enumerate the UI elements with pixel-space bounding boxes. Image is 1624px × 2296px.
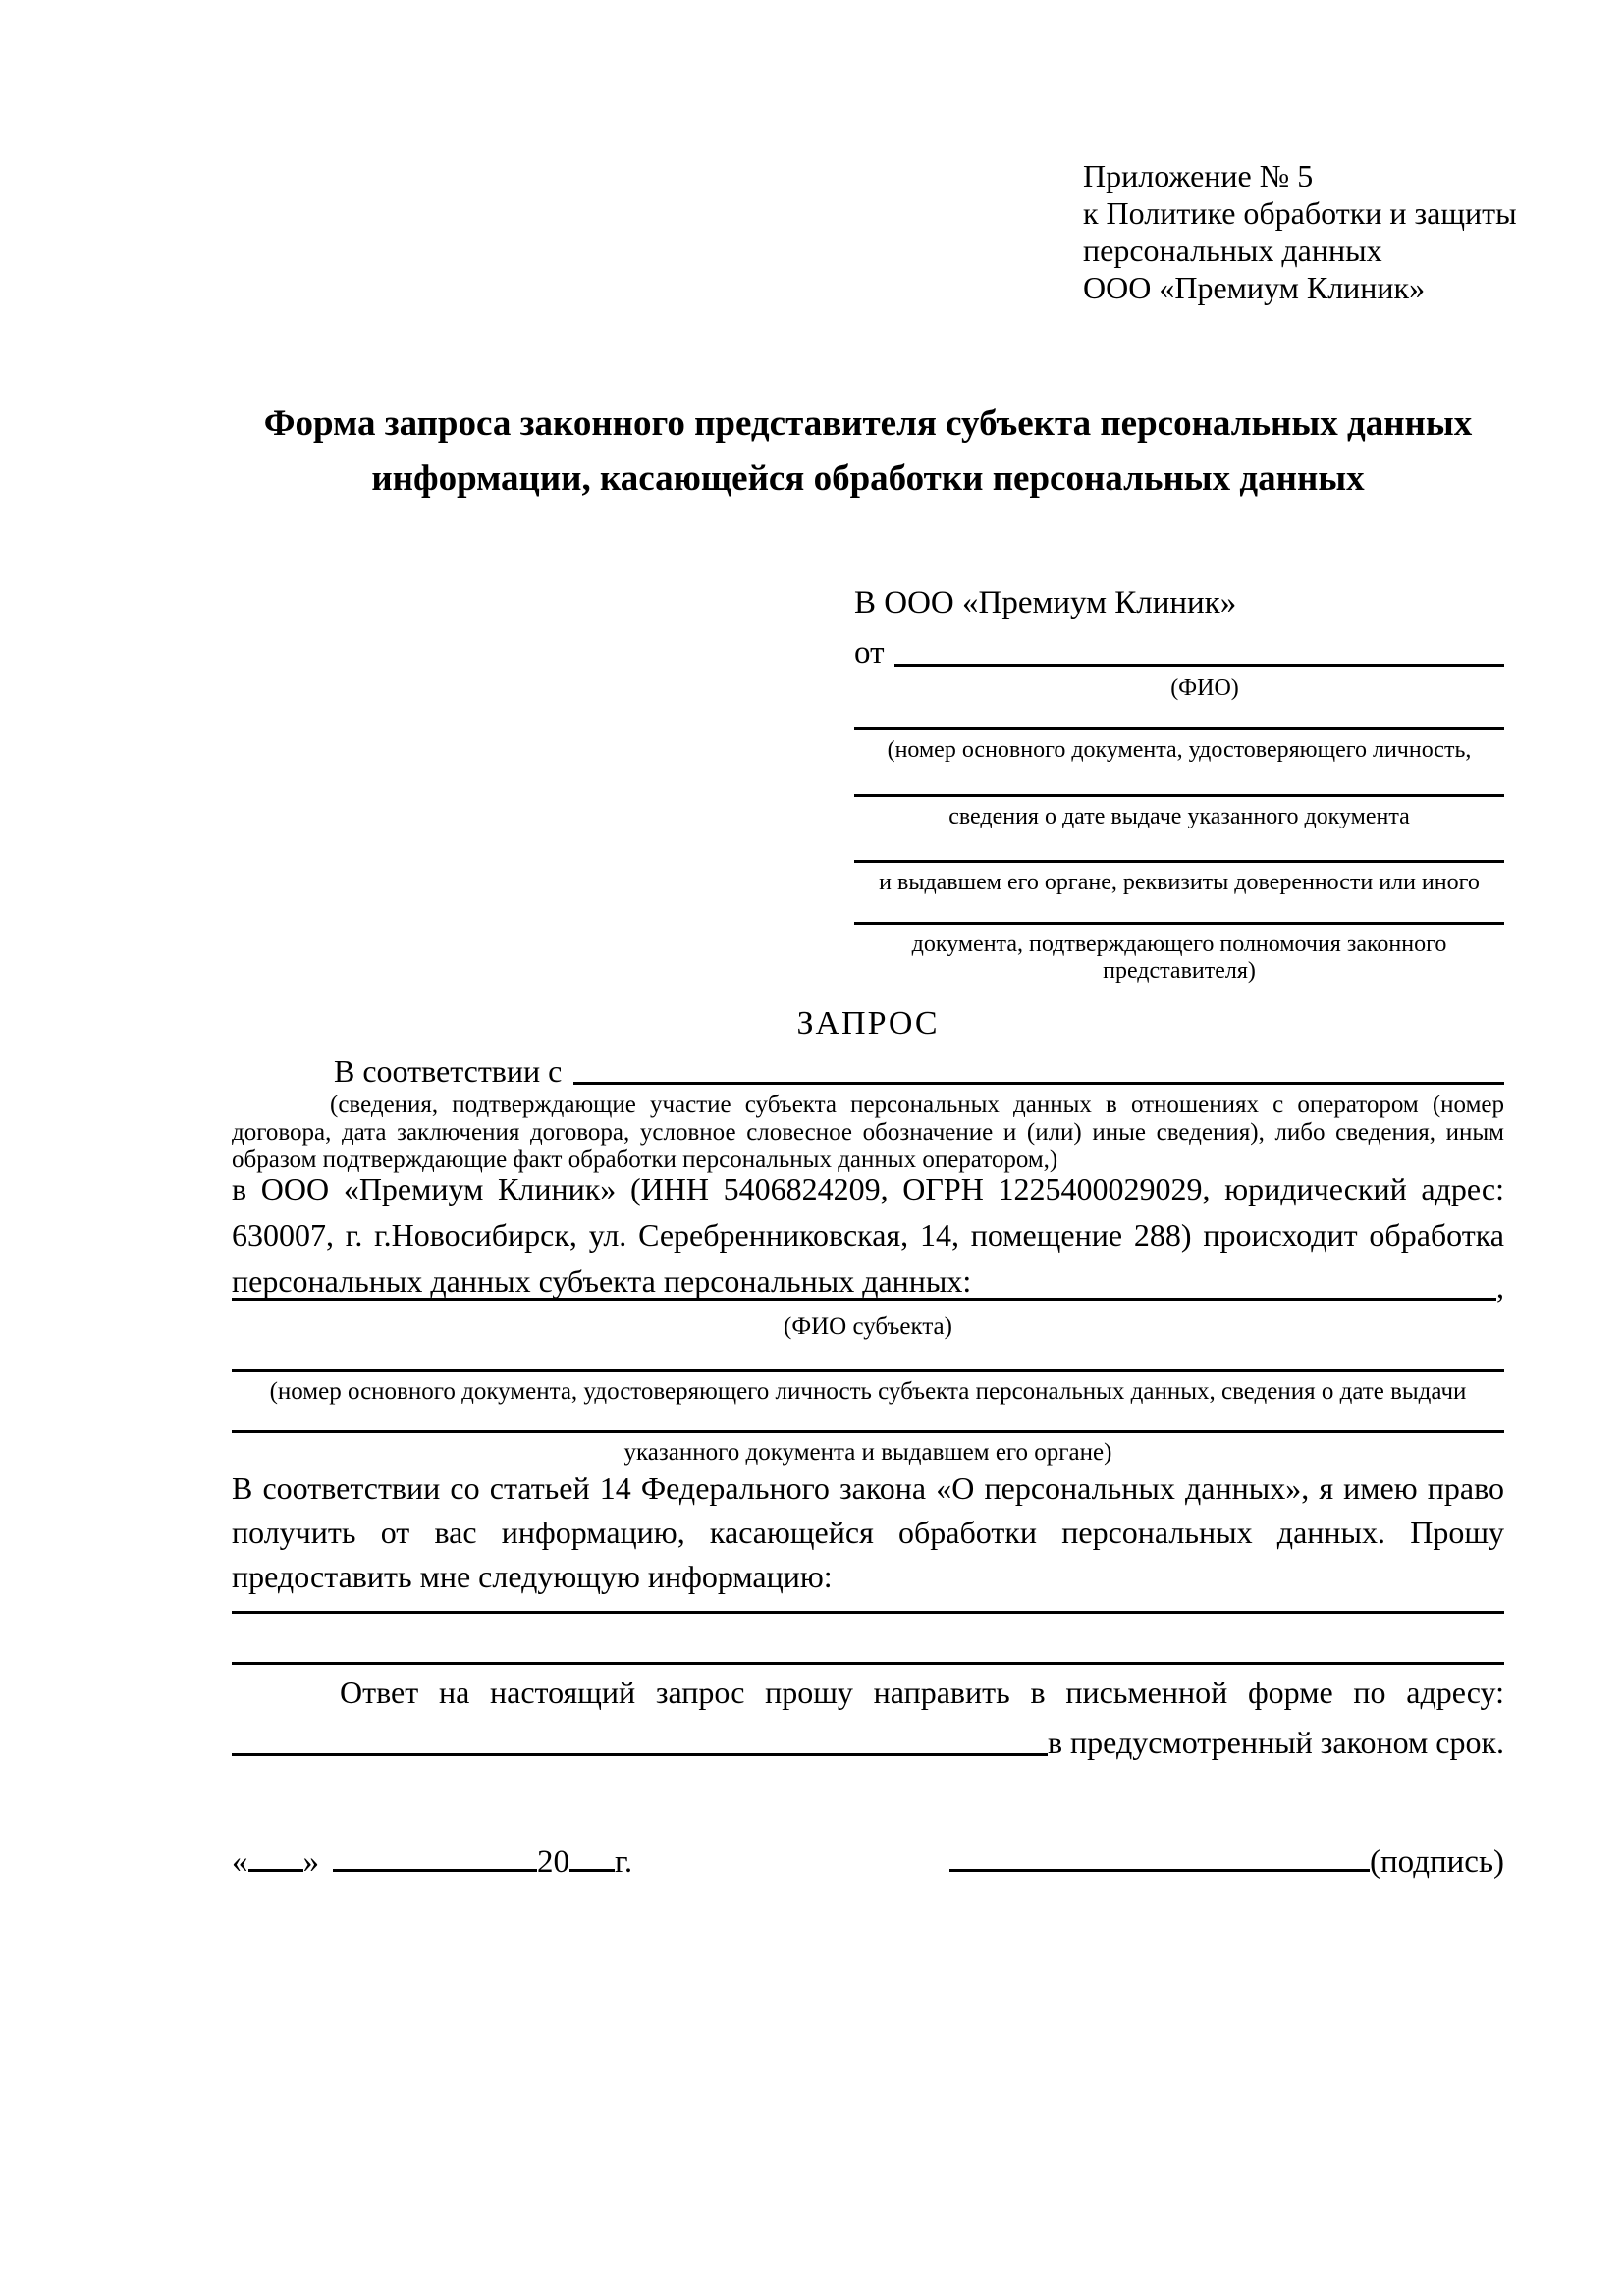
request-heading: ЗАПРОС: [796, 1005, 940, 1041]
date-open-quote: «: [232, 1844, 248, 1880]
fio-caption: (ФИО): [1170, 675, 1239, 701]
signature-fill-in-line: [949, 1862, 1370, 1872]
addressee-to: В ООО «Премиум Клиник»: [854, 585, 1237, 620]
date-close-quote: »: [302, 1844, 319, 1880]
appendix-block: [1083, 157, 1517, 306]
document-title: [232, 397, 1504, 507]
fio-fill-in-line: [894, 664, 1505, 667]
addressee-block: [854, 585, 1504, 985]
signature-caption: (подпись): [1370, 1844, 1504, 1880]
issuing-authority-fill-in-line: [854, 832, 1504, 863]
answer-address-row: [232, 1720, 1504, 1761]
subject-doc-caption-2: указанного документа и выдавшем его органе): [623, 1439, 1112, 1466]
answer-address-fill-in-line: [232, 1753, 1048, 1756]
appendix-line: к Политике обработки и защиты: [1083, 195, 1517, 231]
authority-document-fill-in-line: [854, 897, 1504, 925]
subject-fio-caption: (ФИО субъекта): [784, 1313, 952, 1340]
requested-info-fill-in-line-2: [232, 1620, 1504, 1665]
addressee-from-row: [854, 630, 1504, 671]
date-year-fill-in-line: [569, 1862, 615, 1872]
according-caption: (сведения, подтверждающие участие субъекта персональных данных в отношениях с оператором (номер договора, дата заключения договора, условное словесное обозначение и (или) иные сведения), либо сведения, иным образом подтверждающие факт обработки персональных данных оператором,): [232, 1092, 1504, 1173]
addressee-caption-2: сведения о дате выдаче указанного документа: [948, 804, 1410, 829]
date-signature-row: [232, 1836, 1504, 1881]
signature-line-group: [949, 1844, 1504, 1881]
title-line-2: информации, касающейся обработки персональных данных: [371, 458, 1365, 499]
according-row: [232, 1048, 1504, 1090]
subject-document-fill-in-line: [232, 1341, 1504, 1372]
subject-comma: ,: [1496, 1269, 1504, 1305]
operator-paragraph: в ООО «Премиум Клиник» (ИНН 5406824209, ОГРН 1225400029029, юридический адрес: 630007, г. г.Новосибирск, ул. Серебренниковская, 14, помещение 288) происходит обработка персональных данных субъекта персональных данных:: [232, 1171, 1504, 1299]
document-number-fill-in-line: [854, 707, 1504, 730]
according-lead: В соответствии с: [334, 1053, 563, 1089]
subject-fio-row: [232, 1268, 1504, 1306]
subject-doc-caption-1: (номер основного документа, удостоверяющего личность субъекта персональных данных, сведения о дате выдачи: [269, 1378, 1467, 1405]
subject-fio-fill-in-line: [232, 1298, 1496, 1301]
appendix-line: Приложение № 5: [1083, 158, 1314, 193]
answer-paragraph: Ответ на настоящий запрос прошу направить в письменной форме по адресу:: [340, 1675, 1504, 1710]
addressee-caption-3: и выдавшем его органе, реквизиты доверенности или иного: [879, 870, 1480, 895]
relationship-fill-in-line: [573, 1082, 1504, 1085]
appendix-line: персональных данных: [1083, 233, 1382, 268]
issue-date-fill-in-line: [854, 767, 1504, 797]
subject-issuer-fill-in-line: [232, 1404, 1504, 1433]
addressee-caption-4: документа, подтверждающего полномочия законного представителя): [911, 932, 1447, 984]
date-day-fill-in-line: [248, 1862, 303, 1872]
date-year-prefix: 20: [537, 1844, 569, 1880]
date-line: [232, 1844, 632, 1881]
date-month-fill-in-line: [333, 1862, 537, 1872]
date-year-suffix: г.: [615, 1844, 633, 1880]
law-paragraph: В соответствии со статьей 14 Федерального закона «О персональных данных», я имею право получить от вас информацию, касающейся обработки персональных данных. Прошу предоставить мне следующую информацию:: [232, 1470, 1504, 1594]
title-line-1: Форма запроса законного представителя субъекта персональных данных: [263, 403, 1473, 444]
addressee-caption-1: (номер основного документа, удостоверяющего личность,: [887, 737, 1472, 763]
from-label: от: [854, 635, 885, 670]
appendix-line: ООО «Премиум Клиник»: [1083, 270, 1426, 305]
requested-info-fill-in-line-1: [232, 1569, 1504, 1614]
answer-tail: в предусмотренный законом срок.: [1047, 1725, 1504, 1760]
